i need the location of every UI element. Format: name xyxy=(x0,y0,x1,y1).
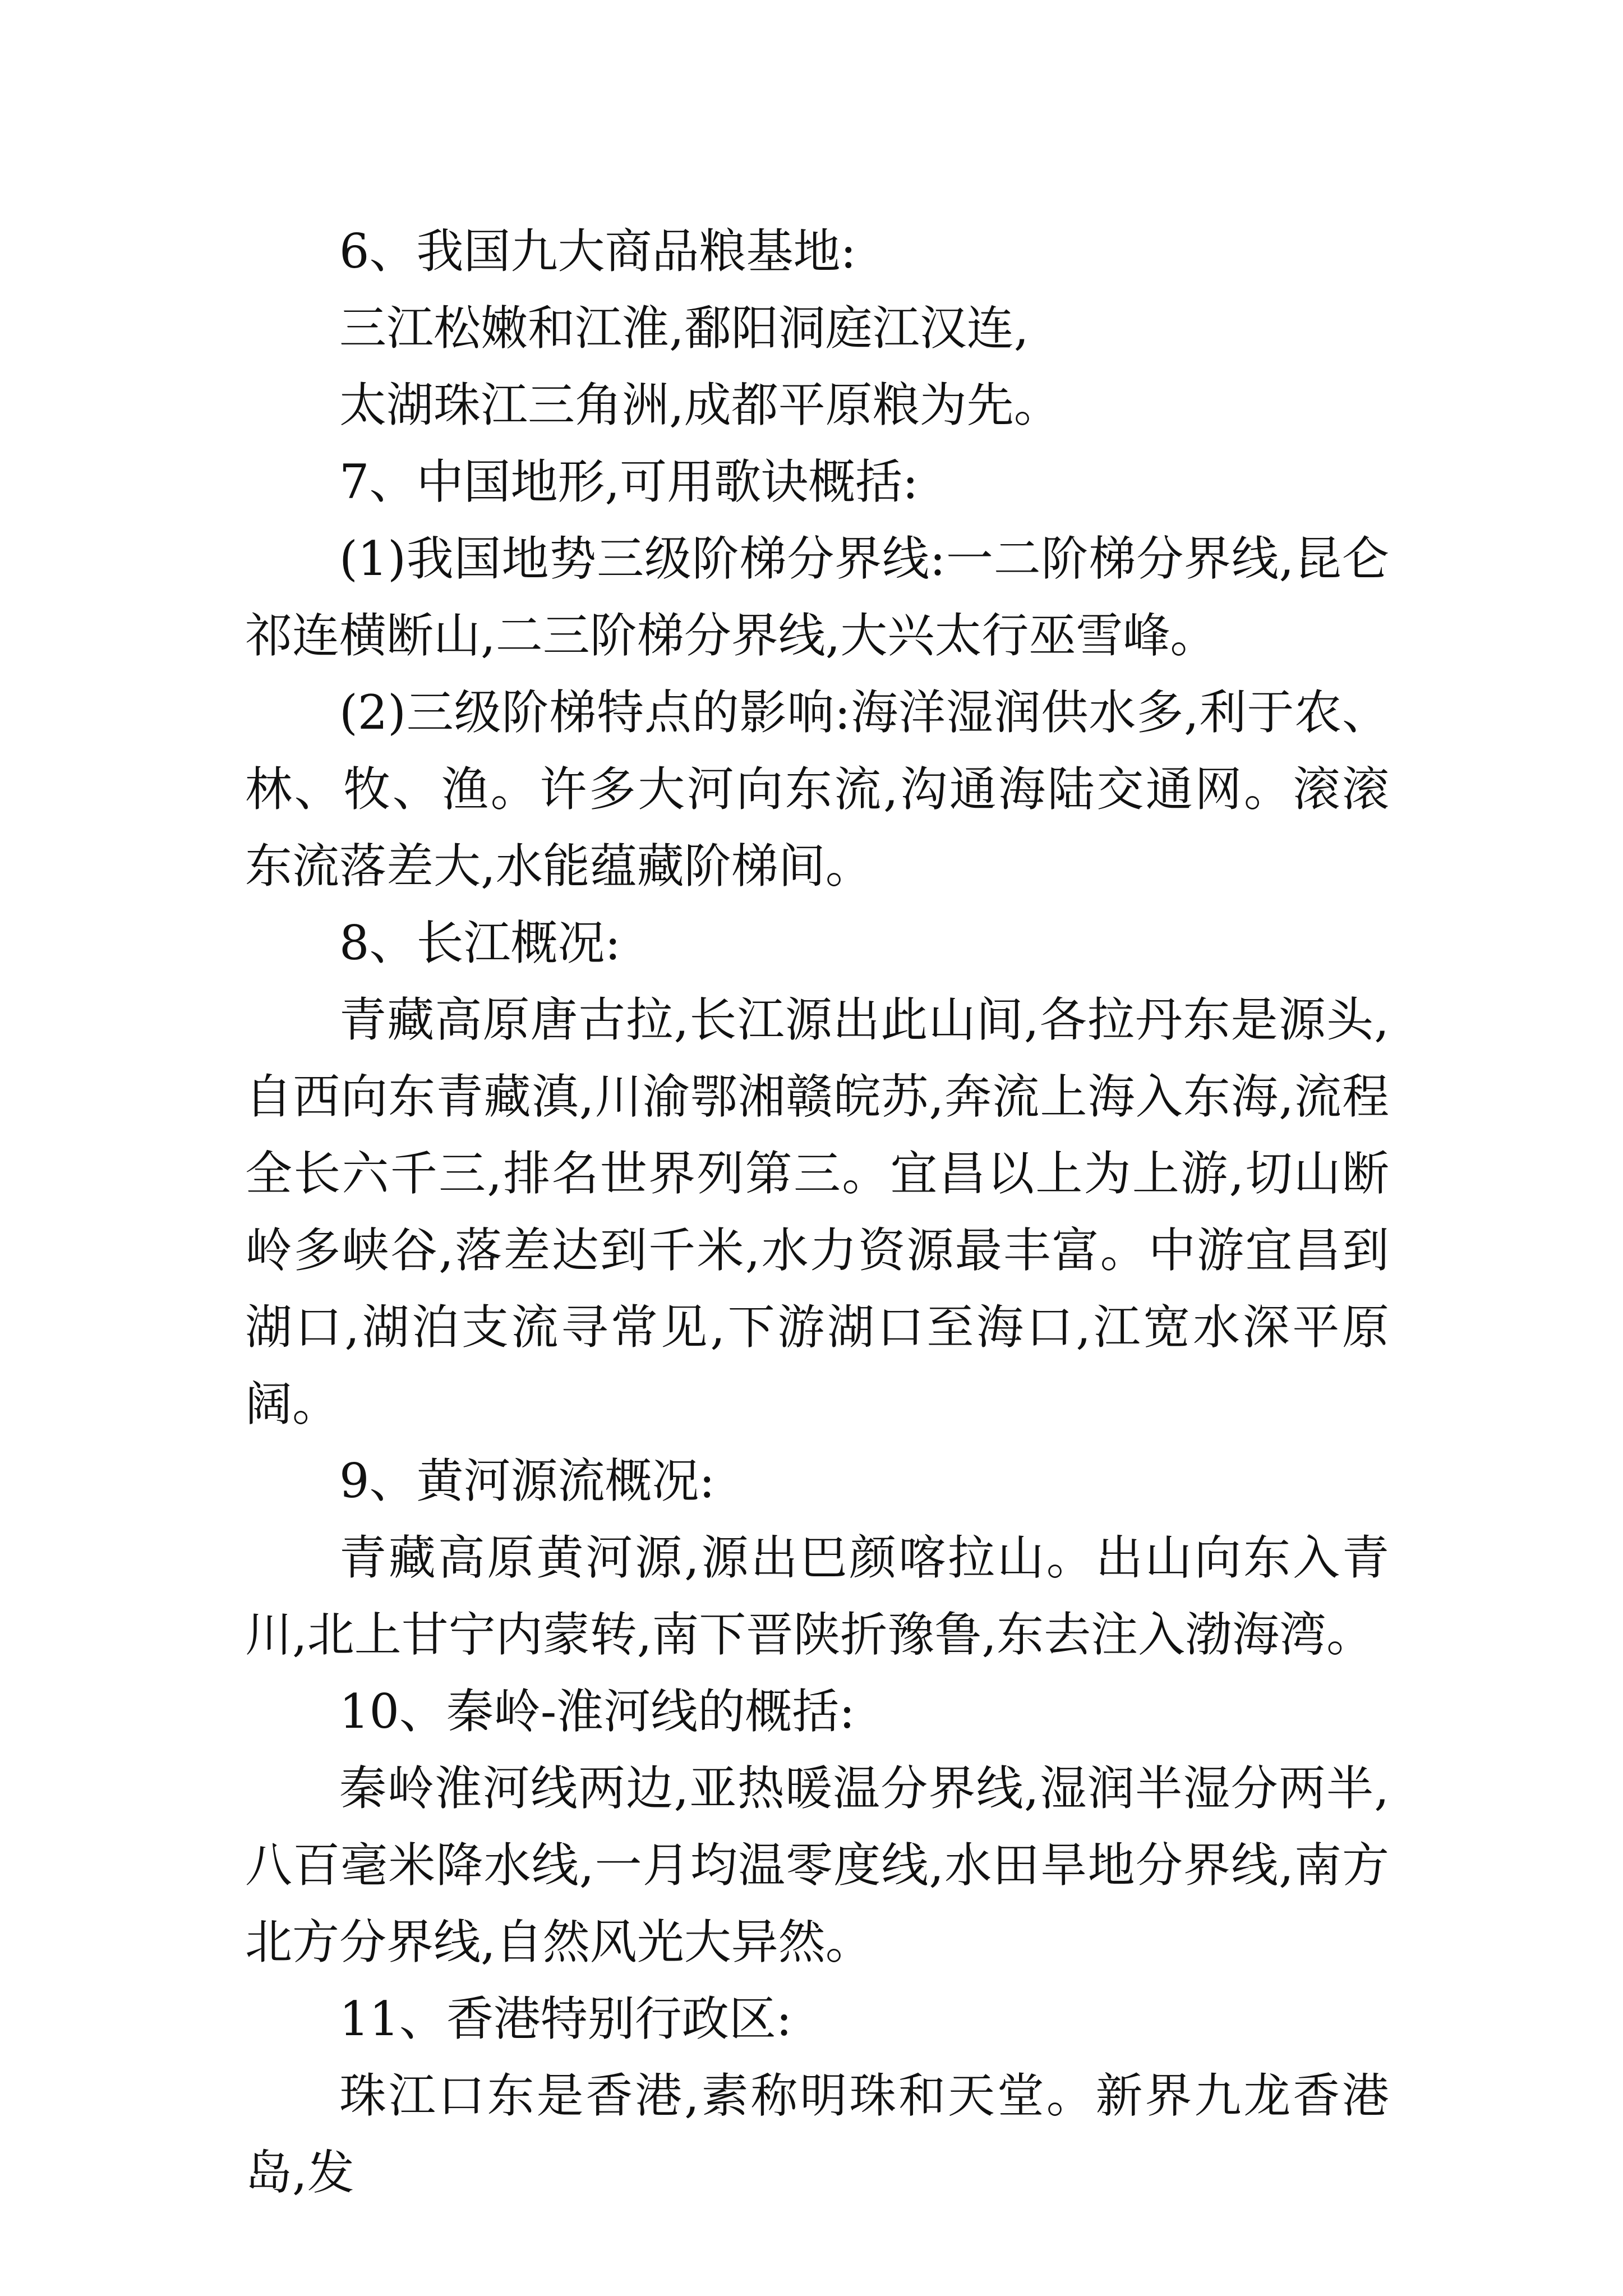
body-paragraph: 青藏高原黄河源,源出巴颜喀拉山。出山向东入青川,北上甘宁内蒙转,南下晋陕折豫鲁,东去注入渤海湾。 xyxy=(245,1530,1389,1662)
heading-yellow-river: 9、黄河源流概况: xyxy=(339,1453,715,1508)
heading-china-terrain: 7、中国地形,可用歌诀概括: xyxy=(339,454,919,509)
heading-hong-kong: 11、香港特别行政区: xyxy=(339,1991,792,2046)
heading-qinling-huaihe: 10、秦岭-淮河线的概括: xyxy=(339,1684,855,1739)
body-paragraph: (2)三级阶梯特点的影响:海洋湿润供水多,利于农、林、牧、渔。许多大河向东流,沟通海陆交通网。滚滚东流落差大,水能蕴藏阶梯间。 xyxy=(245,685,1389,894)
heading-grain-bases: 6、我国九大商品粮基地: xyxy=(339,224,856,279)
heading-yangtze: 8、长江概况: xyxy=(339,915,621,970)
verse-line: 三江松嫩和江淮,鄱阳洞庭江汉连, xyxy=(339,301,1029,356)
verse-line: 太湖珠江三角洲,成都平原粮为先。 xyxy=(339,378,1061,432)
body-paragraph: (1)我国地势三级阶梯分界线:一二阶梯分界线,昆仑祁连横断山,二三阶梯分界线,大兴太行巫雪峰。 xyxy=(245,531,1389,663)
document-body xyxy=(245,213,1389,2211)
body-paragraph: 青藏高原唐古拉,长江源出此山间,各拉丹东是源头,自西向东青藏滇,川渝鄂湘赣皖苏,奔流上海入东海,流程全长六千三,排名世界列第三。宜昌以上为上游,切山断岭多峡谷,落差达到千米,水力资源最丰富。中游宜昌到湖口,湖泊支流寻常见,下游湖口至海口,江宽水深平原阔。 xyxy=(245,992,1389,1432)
body-paragraph: 珠江口东是香港,素称明珠和天堂。新界九龙香港岛,发 xyxy=(245,2068,1389,2200)
body-paragraph: 秦岭淮河线两边,亚热暖温分界线,湿润半湿分两半,八百毫米降水线,一月均温零度线,水田旱地分界线,南方北方分界线,自然风光大异然。 xyxy=(245,1761,1389,1970)
